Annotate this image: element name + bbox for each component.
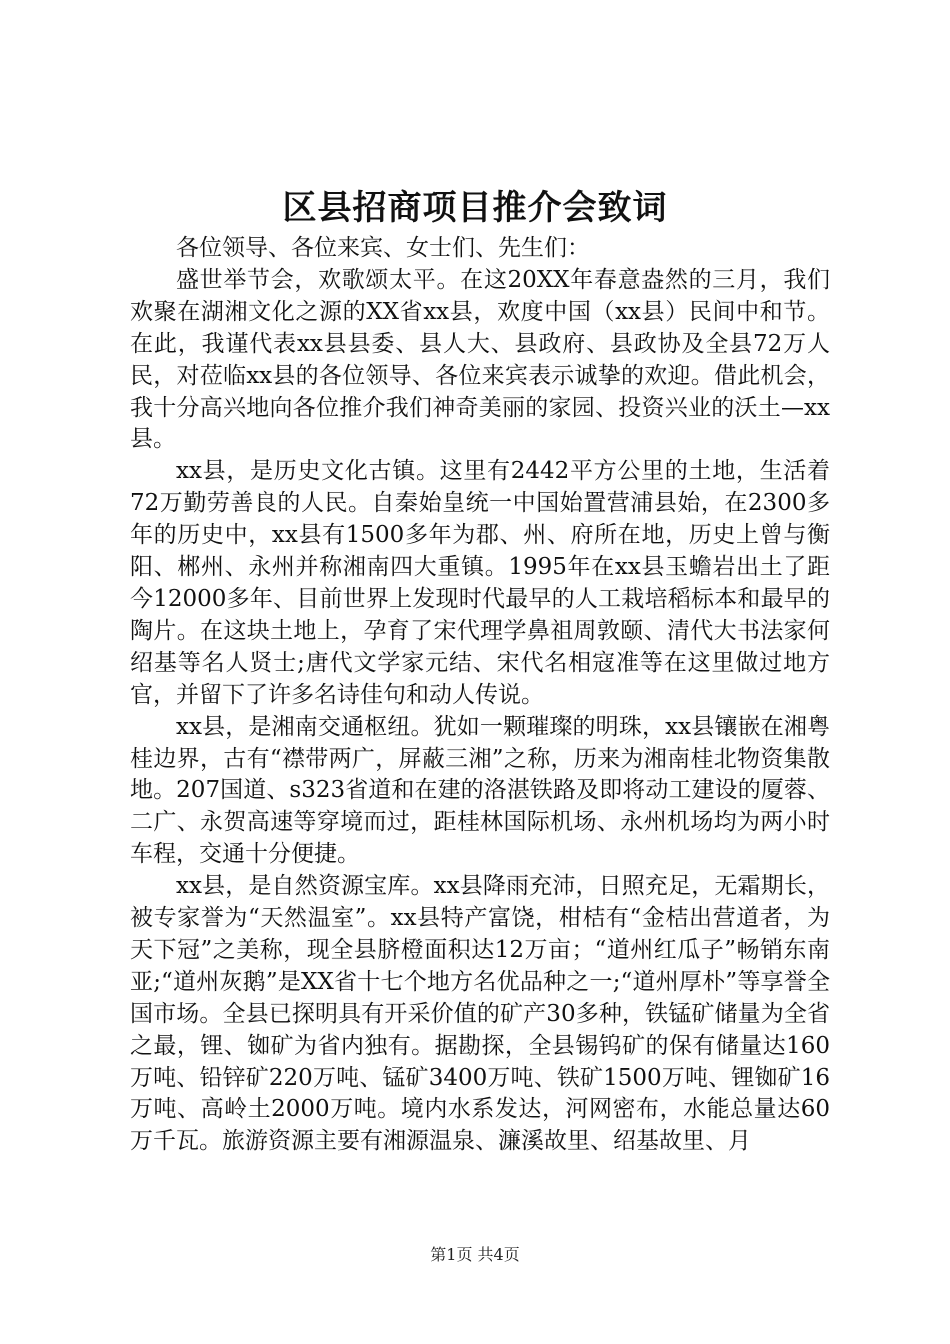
paragraph-transport: xx县，是湘南交通枢纽。犹如一颗璀璨的明珠，xx县镶嵌在湘粤桂边界，古有“襟带两广，屏蔽三湘”之称，历来为湘南桂北物资集散地。207国道、s323省道和在建的洛湛铁路及即将动工建设的厦蓉、二广、永贺高速等穿境而过，距桂林国际机场、永州机场均为两小时车程，交通十分便捷。	[130, 713, 830, 868]
greeting-line: 各位领导、各位来宾、女士们、先生们：	[176, 235, 590, 261]
paragraph-resources: xx县，是自然资源宝库。xx县降雨充沛，日照充足，无霜期长，被专家誉为“天然温室”。xx县特产富饶，柑桔有“金桔出营道者，为天下冠”之美称，现全县脐橙面积达12万亩；“道州红瓜子”畅销东南亚;“道州灰鹅”是XX省十七个地方名优品种之一;“道州厚朴”等享誉全国市场。全县已探明具有开采价值的矿产30多种，铁锰矿储量为全省之最，锂、铷矿为省内独有。据勘探，全县锡钨矿的保有储量达160万吨、铅锌矿220万吨、锰矿3400万吨、铁矿1500万吨、锂铷矿16万吨、高岭土2000万吨。境内水系发达，河网密布，水能总量达60万千瓦。旅游资源主要有湘源温泉、濂溪故里、绍基故里、月	[130, 873, 830, 1155]
document-title: 区县招商项目推介会致词	[282, 188, 668, 228]
paragraph-history: xx县，是历史文化古镇。这里有2442平方公里的土地，生活着72万勤劳善良的人民。自秦始皇统一中国始置营浦县始，在2300多年的历史中，xx县有1500多年为郡、州、府所在地，历史上曾与衡阳、郴州、永州并称湘南四大重镇。1995年在xx县玉蟾岩出土了距今12000多年、目前世界上发现时代最早的人工栽培稻标本和最早的陶片。在这块土地上，孕育了宋代理学鼻祖周敦颐、清代大书法家何绍基等名人贤士;唐代文学家元结、宋代名相寇准等在这里做过地方官，并留下了许多名诗佳句和动人传说。	[130, 458, 830, 708]
paragraph-opening: 盛世举节会，欢歌颂太平。在这20XX年春意盎然的三月，我们欢聚在湖湘文化之源的XX省xx县，欢度中国（xx县）民间中和节。在此，我谨代表xx县县委、县人大、县政府、县政协及全县72万人民，对莅临xx县的各位领导、各位来宾表示诚挚的欢迎。借此机会，我十分高兴地向各位推介我们神奇美丽的家园、投资兴业的沃土—xx县。	[130, 266, 830, 453]
document-body	[130, 233, 830, 1156]
page-number-footer: 第1页 共4页	[430, 1245, 520, 1264]
